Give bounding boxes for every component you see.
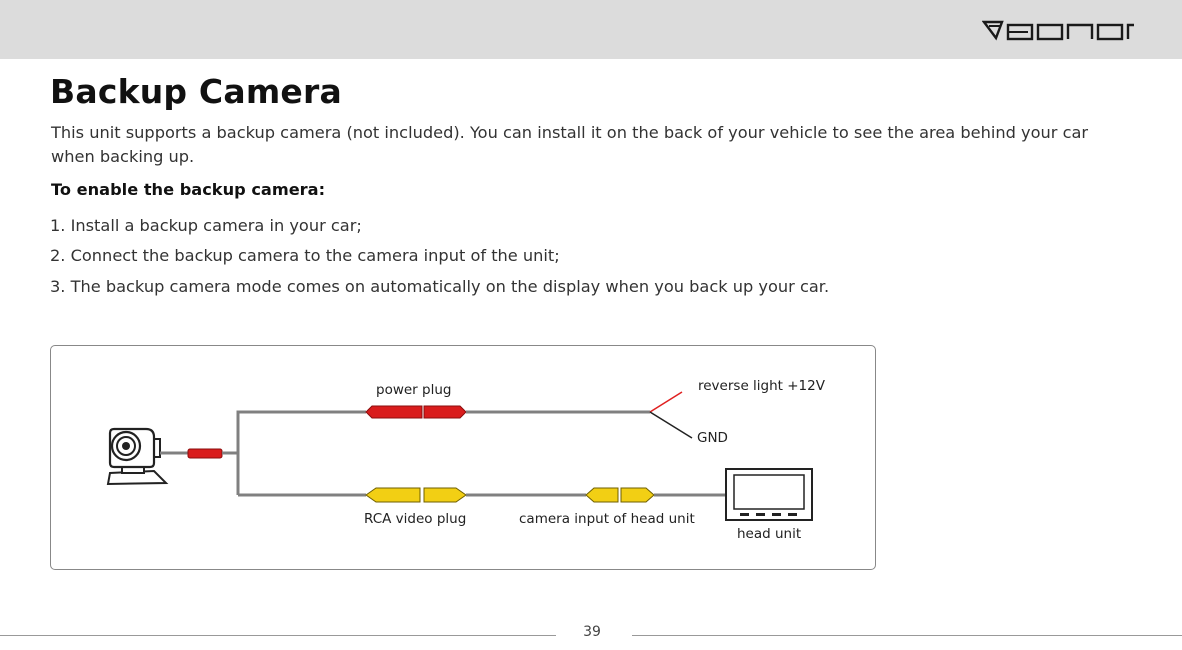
reverse-light-wire [650,392,682,412]
head-unit-label: head unit [737,526,802,542]
intro-paragraph: This unit supports a backup camera (not included). You can install it on the back of your vehicle to see the area behind your car when backing up. [51,123,1089,166]
power-plug-label: power plug [376,382,452,398]
power-wire [238,412,366,495]
step-item: 2. Connect the backup camera to the camera input of the unit; [50,246,560,265]
rca-plug-pair [366,488,466,502]
reverse-light-label: reverse light +12V [698,378,825,394]
step-item: 1. Install a backup camera in your car; [50,216,362,235]
page-number: 39 [583,624,601,640]
footer-divider-left [0,635,556,636]
step-item: 3. The backup camera mode comes on automatically on the display when you back up your car. [50,277,830,296]
backup-camera-icon [108,429,166,484]
eonon-logo [982,18,1136,44]
rca-video-plug-label: RCA video plug [364,511,467,527]
page-title: Backup Camera [50,72,342,111]
camera-connector [188,449,222,458]
gnd-label: GND [697,430,728,446]
camera-input-label: camera input of head unit [519,511,695,527]
gnd-wire [650,412,692,438]
footer-divider-right [632,635,1182,636]
wiring-diagram [50,345,876,570]
head-unit-icon [726,469,812,520]
power-plug-pair [366,406,466,418]
camera-input-plug-pair [586,488,654,502]
steps-heading: To enable the backup camera: [51,180,326,199]
